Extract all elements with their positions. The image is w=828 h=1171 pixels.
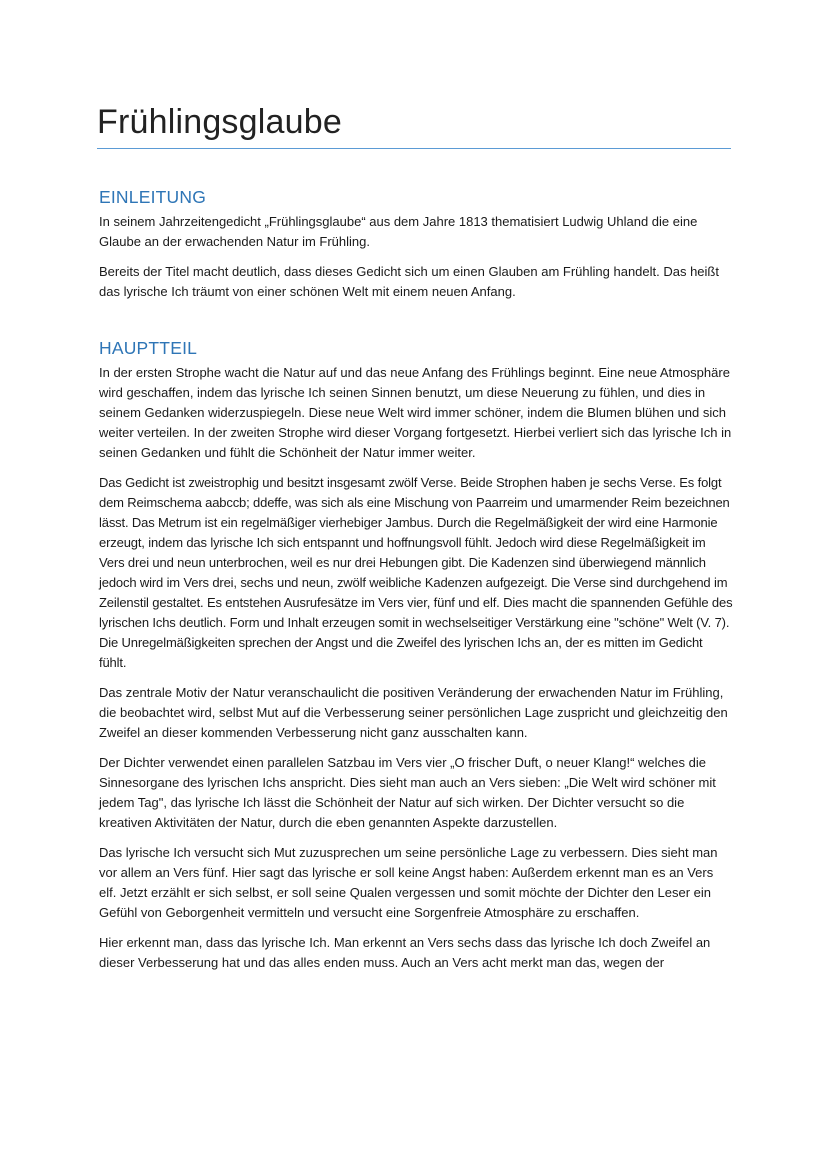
title-underline <box>97 148 731 149</box>
paragraph: Das Gedicht ist zweistrophig und besitzt insgesamt zwölf Verse. Beide Strophen haben je sechs Verse. Es folgt dem Reimschema aabccb; ddeffe, was sich als eine Mischung von Paarreim und umarmender Reim bezeichnen lässt. Das Metrum ist ein regelmäßiger vierhebiger Jambus. Durch die Regelmäßigkeit der wird eine Harmonie erzeugt, indem das lyrische Ich sich entspannt und hoffnungsvoll fühlt. Jedoch wird diese Regelmäßigkeit im Vers drei und neun unterbrochen, weil es nur drei Hebungen gibt. Die Kadenzen sind überwiegend männlich jedoch wird im Vers drei, sechs und neun, zwölf weibliche Kadenzen aufgezeigt. Die Verse sind durchgehend im Zeilenstil gestaltet. Es entstehen Ausrufesätze im Vers vier, fünf und elf. Dies macht die spannenden Gefühle des lyrischen Ichs deutlich. Form und Inhalt erzeugen somit in wechselseitiger Verstärkung eine "schöne" Welt (V. 7). Die Unregelmäßigkeiten sprechen der Angst und die Zweifel des lyrischen Ichs an, der es mitten im Gedicht fühlt. <box>99 475 733 670</box>
section-heading: HAUPTTEIL <box>99 338 198 358</box>
document-title: Frühlingsglaube <box>97 103 342 141</box>
paragraph: Hier erkennt man, dass das lyrische Ich. Man erkennt an Vers sechs dass das lyrische Ich doch Zweifel an dieser Verbesserung hat und das alles enden muss. Auch an Vers acht merkt man das, wegen der <box>99 935 711 970</box>
paragraph: Das lyrische Ich versucht sich Mut zuzusprechen um seine persönliche Lage zu verbessern. Dies sieht man vor allem an Vers fünf. Hier sagt das lyrische er soll keine Angst haben: Außerdem erkennt man es an Vers elf. Jetzt erzählt er sich selbst, er soll seine Qualen vergessen und somit möchte der Dichter den Leser ein Gefühl von Geborgenheit vermitteln und versucht eine Sorgenfreie Atmosphäre zu erschaffen. <box>99 845 718 920</box>
section-hauptteil <box>99 336 733 983</box>
paragraph: Das zentrale Motiv der Natur veranschaulicht die positiven Veränderung der erwachenden Natur im Frühling, die beobachtet wird, selbst Mut auf die Verbesserung seiner persönlichen Lage zuspricht und gleichzeitig den Zweifel an dieser kommenden Verbesserung nicht ganz ausschalten kann. <box>99 685 728 740</box>
paragraph: In seinem Jahrzeitengedicht „Frühlingsglaube“ aus dem Jahre 1813 thematisiert Ludwig Uhland die eine Glaube an der erwachenden Natur im Frühling. <box>99 214 698 249</box>
paragraph: In der ersten Strophe wacht die Natur auf und das neue Anfang des Frühlings beginnt. Eine neue Atmosphäre wird geschaffen, indem das lyrische Ich seinen Sinnen benutzt, um diese Neuerung zu fühlen, und dies in seinem Gedanken widerzuspiegeln. Diese neue Welt wird immer schöner, indem die Blumen blühen und sich weiter verteilen. In der zweiten Strophe wird dieser Vorgang fortgesetzt. Hierbei verliert sich das lyrische Ich in seinen Gedanken und fühlt die Schönheit der Natur immer weiter. <box>99 365 732 460</box>
section-heading: EINLEITUNG <box>99 187 207 207</box>
section-einleitung <box>99 185 733 312</box>
paragraph: Bereits der Titel macht deutlich, dass dieses Gedicht sich um einen Glauben am Frühling handelt. Das heißt das lyrische Ich träumt von einer schönen Welt mit einem neuen Anfang. <box>99 264 719 299</box>
paragraph: Der Dichter verwendet einen parallelen Satzbau im Vers vier „O frischer Duft, o neuer Klang!“ welches die Sinnesorgane des lyrischen Ichs anspricht. Dies sieht man auch an Vers sieben: „Die Welt wird schöner mit jedem Tag", das lyrische Ich lässt die Schönheit der Natur auf sich wirken. Der Dichter versucht so die kreativen Aktivitäten der Natur, durch die eben genannten Aspekte darzustellen. <box>99 755 716 830</box>
